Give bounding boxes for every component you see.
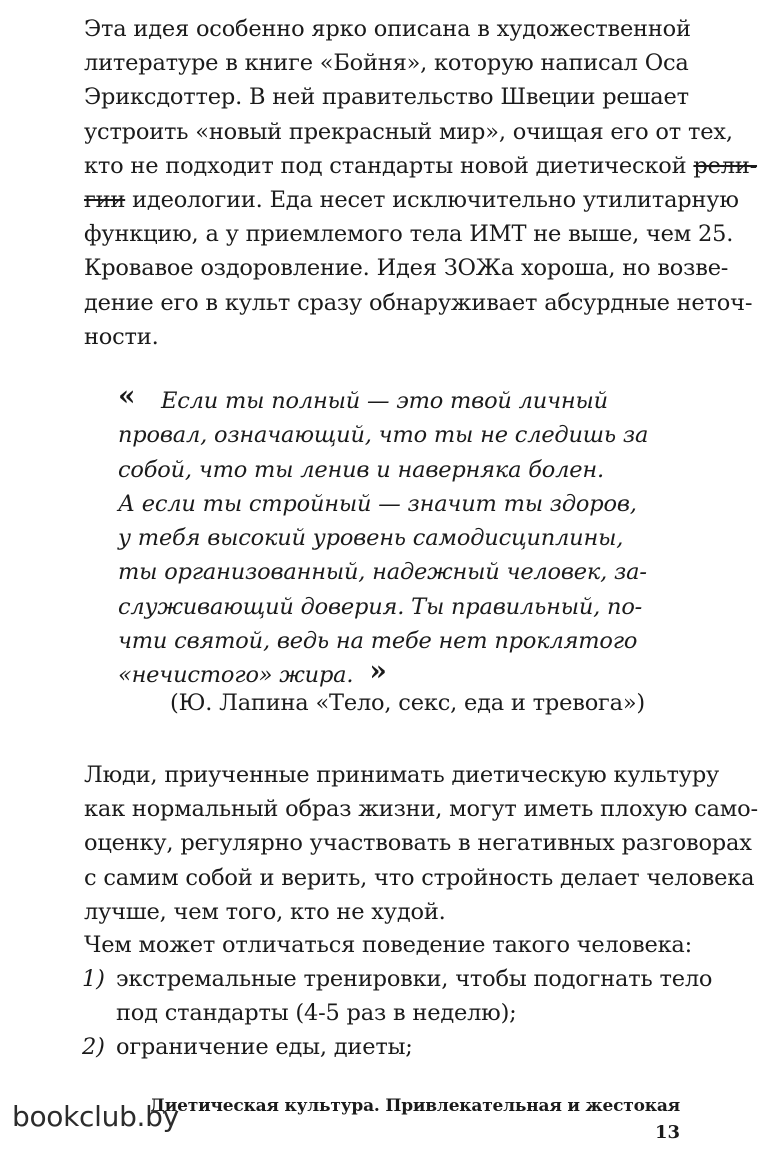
- paragraph-2: [84, 758, 758, 929]
- text-line: Кровавое оздоровление. Идея ЗОЖа хороша, но возве-: [84, 255, 729, 282]
- text-line: Эта идея особенно ярко описана в художественной: [84, 16, 691, 42]
- quote-line: А если ты стройный — значит ты здоров,: [118, 490, 637, 517]
- text-line: с самим собой и верить, что стройность делает человека: [84, 864, 755, 891]
- text-line: лучше, чем того, кто не худой.: [84, 898, 446, 925]
- text-line: дение его в культ сразу обнаруживает абсурдные неточ-: [84, 289, 753, 316]
- page-number: 13: [654, 1122, 680, 1143]
- text-line: литературе в книге «Бойня», которую написал Оса: [84, 50, 689, 77]
- numbered-list: [82, 962, 713, 1065]
- text-line: как нормальный образ жизни, могут иметь плохую само-: [84, 796, 758, 823]
- struck-word: рели-: [693, 152, 758, 179]
- text-line: Чем может отличаться поведение такого человека:: [84, 932, 693, 958]
- list-line: ограничение еды, диеты;: [116, 1034, 413, 1061]
- text-line: Люди, приученные принимать диетическую культуру: [84, 762, 720, 788]
- quote-citation: (Ю. Лапина «Тело, секс, еда и тревога»): [170, 690, 646, 716]
- quote-line: служивающий доверия. Ты правильный, по-: [118, 593, 643, 620]
- watermark-logo: bookclub.by: [12, 1100, 179, 1133]
- text-line: функцию, а у приемлемого тела ИМТ не выше, чем 25.: [84, 221, 734, 248]
- list-line: экстремальные тренировки, чтобы подогнать тело: [116, 966, 713, 992]
- paragraph-3: [84, 928, 693, 962]
- quote-line-part: «нечистого» жира.: [118, 662, 354, 689]
- quote-line: провал, означающий, что ты не следишь за: [118, 422, 649, 449]
- list-item: [82, 962, 713, 1030]
- quote-close-mark: »: [369, 654, 387, 688]
- running-title: Диетическая культура. Привлекательная и жестокая: [149, 1096, 680, 1116]
- list-line: под стандарты (4-5 раз в неделю);: [116, 1000, 517, 1027]
- text-line-part: идеологии. Еда несет исключительно утилитарную: [125, 187, 739, 214]
- text-line: Эриксдоттер. В ней правительство Швеции решает: [84, 84, 689, 111]
- quote-open-mark: «: [118, 379, 136, 412]
- paragraph-1: [84, 12, 758, 354]
- text-line: ности.: [84, 323, 159, 350]
- quote-line: [118, 654, 658, 692]
- list-number: 2): [82, 1034, 105, 1061]
- quote-line: у тебя высокий уровень самодисциплины,: [118, 525, 624, 552]
- quote-line: ты организованный, надежный человек, за-: [118, 559, 647, 586]
- list-item: [84, 1030, 684, 1064]
- quote-line: Если ты полный — это твой личный: [161, 388, 608, 414]
- block-quote: [118, 379, 658, 693]
- text-line: оценку, регулярно участвовать в негативных разговорах: [84, 830, 752, 857]
- text-line-part: кто не подходит под стандарты новой диетической: [84, 152, 694, 179]
- quote-line: чти святой, ведь на тебе нет проклятого: [118, 628, 638, 655]
- list-number: 1): [82, 966, 105, 992]
- quote-line: собой, что ты ленив и наверняка болен.: [118, 456, 604, 483]
- text-line: [84, 183, 739, 217]
- text-line: устроить «новый прекрасный мир», очищая его от тех,: [84, 118, 733, 145]
- text-line: [84, 149, 758, 183]
- struck-word: гии: [84, 187, 126, 214]
